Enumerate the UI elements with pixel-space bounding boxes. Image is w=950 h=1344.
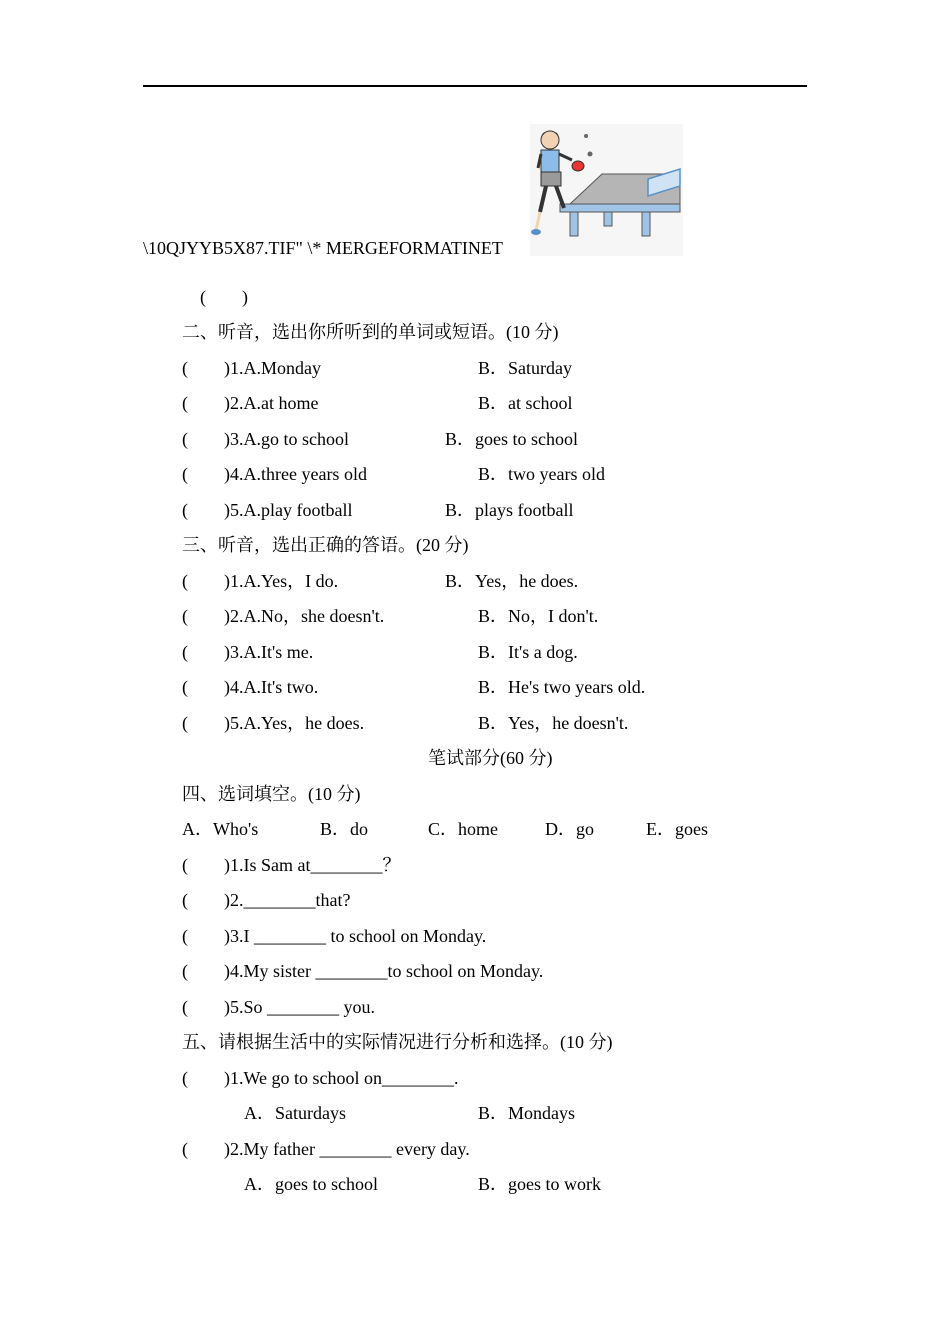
s3-q2-b: B．No，I don't. [478,606,599,626]
table-tennis-player-icon [530,124,683,256]
s2-q5-b: B．plays football [445,500,574,520]
s3-q3: ( )3.A.It's me. [182,642,314,662]
s2-q1-b: B．Saturday [478,358,572,378]
written-part-title: 笔试部分(60 分) [428,748,553,768]
s4-q3: ( )3.I ________ to school on Monday. [182,926,487,946]
section4-title: 四、选词填空。(10 分) [182,784,361,804]
s4-q2: ( )2.________that? [182,890,351,910]
field-code-text: \10QJYYB5X87.TIF" \* MERGEFORMATINET [143,238,503,258]
s3-q2: ( )2.A.No，she doesn't. [182,606,385,626]
s5-q1-b: B．Mondays [478,1103,576,1123]
s4-option-e: E．goes [646,819,708,839]
s4-option-a: A．Who's [182,819,259,839]
s4-q4: ( )4.My sister ________to school on Monday. [182,961,544,981]
s4-q1: ( )1.Is Sam at________？ [182,855,401,875]
s3-q1: ( )1.A.Yes，I do. [182,571,339,591]
s5-q2-b: B．goes to work [478,1174,601,1194]
s5-q2: ( )2.My father ________ every day. [182,1139,470,1159]
s2-q1: ( )1.A.Monday [182,358,321,378]
s3-q5-b: B．Yes，he doesn't. [478,713,629,733]
answer-paren: ( ) [200,287,248,307]
s2-q3-b: B．goes to school [445,429,578,449]
s3-q1-b: B．Yes，he does. [445,571,579,591]
section2-title: 二、听音，选出你所听到的单词或短语。(10 分) [182,322,559,342]
s4-option-b: B．do [320,819,369,839]
s2-q2: ( )2.A.at home [182,393,319,413]
s5-q1: ( )1.We go to school on________. [182,1068,459,1088]
s2-q3: ( )3.A.go to school [182,429,349,449]
s4-option-d: D．go [545,819,594,839]
s3-q4-b: B．He's two years old. [478,677,646,697]
s3-q3-b: B．It's a dog. [478,642,578,662]
s4-q5: ( )5.So ________ you. [182,997,375,1017]
s5-q1-a: A．Saturdays [244,1103,346,1123]
s4-option-c: C．home [428,819,498,839]
s2-q4-b: B．two years old [478,464,605,484]
s2-q5: ( )5.A.play football [182,500,353,520]
section5-title: 五、请根据生活中的实际情况进行分析和选择。(10 分) [182,1032,613,1052]
s2-q2-b: B．at school [478,393,573,413]
s3-q4: ( )4.A.It's two. [182,677,319,697]
s5-q2-a: A．goes to school [244,1174,378,1194]
s2-q4: ( )4.A.three years old [182,464,367,484]
s3-q5: ( )5.A.Yes，he does. [182,713,365,733]
header-rule [143,85,807,87]
section3-title: 三、听音，选出正确的答语。(20 分) [182,535,469,555]
